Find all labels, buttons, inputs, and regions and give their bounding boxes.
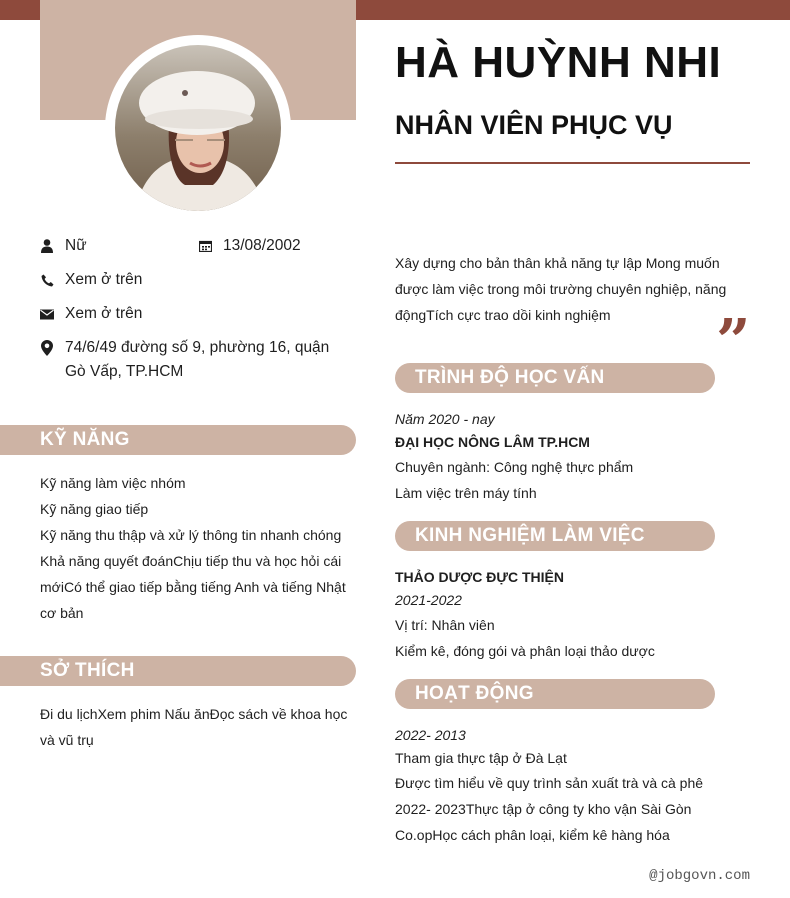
skill-item: Kỹ năng giao tiếp [40, 501, 149, 517]
activities-line: Được tìm hiểu về quy trình sản xuất trà và cà phê [395, 775, 704, 791]
info-phone [40, 268, 142, 292]
birthdate-value: 13/08/2002 [223, 237, 301, 254]
calendar-icon [198, 234, 212, 258]
skill-item: Khả năng quyết đoánChịu tiếp thu và học hỏi cái mớiCó thể giao tiếp bằng tiếng Anh và tiếng Nhật cơ bản [40, 553, 346, 621]
info-address [40, 336, 340, 384]
education-school: ĐẠI HỌC NÔNG LÂM TP.HCM [395, 434, 590, 450]
activities-period: 2022- 2013 [395, 727, 466, 743]
person-icon [40, 234, 54, 258]
quote-icon: ” [716, 307, 751, 377]
info-gender [40, 234, 87, 258]
info-email [40, 302, 142, 326]
profile-name: HÀ HUỲNH NHI [395, 38, 722, 87]
phone-icon [40, 268, 54, 292]
experience-heading: KINH NGHIỆM LÀM VIỆC [395, 521, 715, 551]
email-value: Xem ở trên [65, 305, 143, 322]
phone-value: Xem ở trên [65, 271, 143, 288]
hobbies-heading: SỞ THÍCH [0, 656, 356, 686]
skills-heading: KỸ NĂNG [0, 425, 356, 455]
experience-period: 2021-2022 [395, 592, 462, 608]
education-heading: TRÌNH ĐỘ HỌC VẤN [395, 363, 715, 393]
education-line: Chuyên ngành: Công nghệ thực phẩm [395, 459, 634, 475]
experience-line: Kiểm kê, đóng gói và phân loại thảo dược [395, 643, 655, 659]
profile-title: NHÂN VIÊN PHỤC VỤ [395, 110, 673, 140]
info-birthdate [198, 234, 301, 258]
activities-heading: HOẠT ĐỘNG [395, 679, 715, 709]
hobbies-text: Đi du lịchXem phim Nấu ănĐọc sách về khoa học và vũ trụ [40, 706, 348, 748]
gender-value: Nữ [65, 237, 87, 254]
objective-text: Xây dựng cho bản thân khả năng tự lập Mong muốn được làm việc trong môi trường chuyên nghiệp, năng độngTích cực trao dồi kinh nghiệm [395, 255, 727, 323]
activities-line: Tham gia thực tập ở Đà Lạt [395, 750, 567, 766]
experience-company: THẢO DƯỢC ĐỰC THIỆN [395, 569, 564, 585]
avatar [115, 45, 281, 211]
envelope-icon [40, 302, 54, 326]
experience-line: Vị trí: Nhân viên [395, 617, 495, 633]
skill-item: Kỹ năng thu thập và xử lý thông tin nhanh chóng [40, 527, 342, 543]
education-period: Năm 2020 - nay [395, 411, 495, 427]
skill-item: Kỹ năng làm việc nhóm [40, 475, 186, 491]
address-value: 74/6/49 đường số 9, phường 16, quận Gò Vấp, TP.HCM [65, 339, 330, 380]
map-pin-icon [40, 336, 54, 360]
title-divider [395, 162, 750, 164]
watermark: @jobgovn.com [649, 868, 750, 884]
activities-line: 2022- 2023Thực tập ở công ty kho vận Sài Gòn Co.opHọc cách phân loại, kiểm kê hàng hóa [395, 801, 692, 843]
education-line: Làm việc trên máy tính [395, 485, 537, 501]
